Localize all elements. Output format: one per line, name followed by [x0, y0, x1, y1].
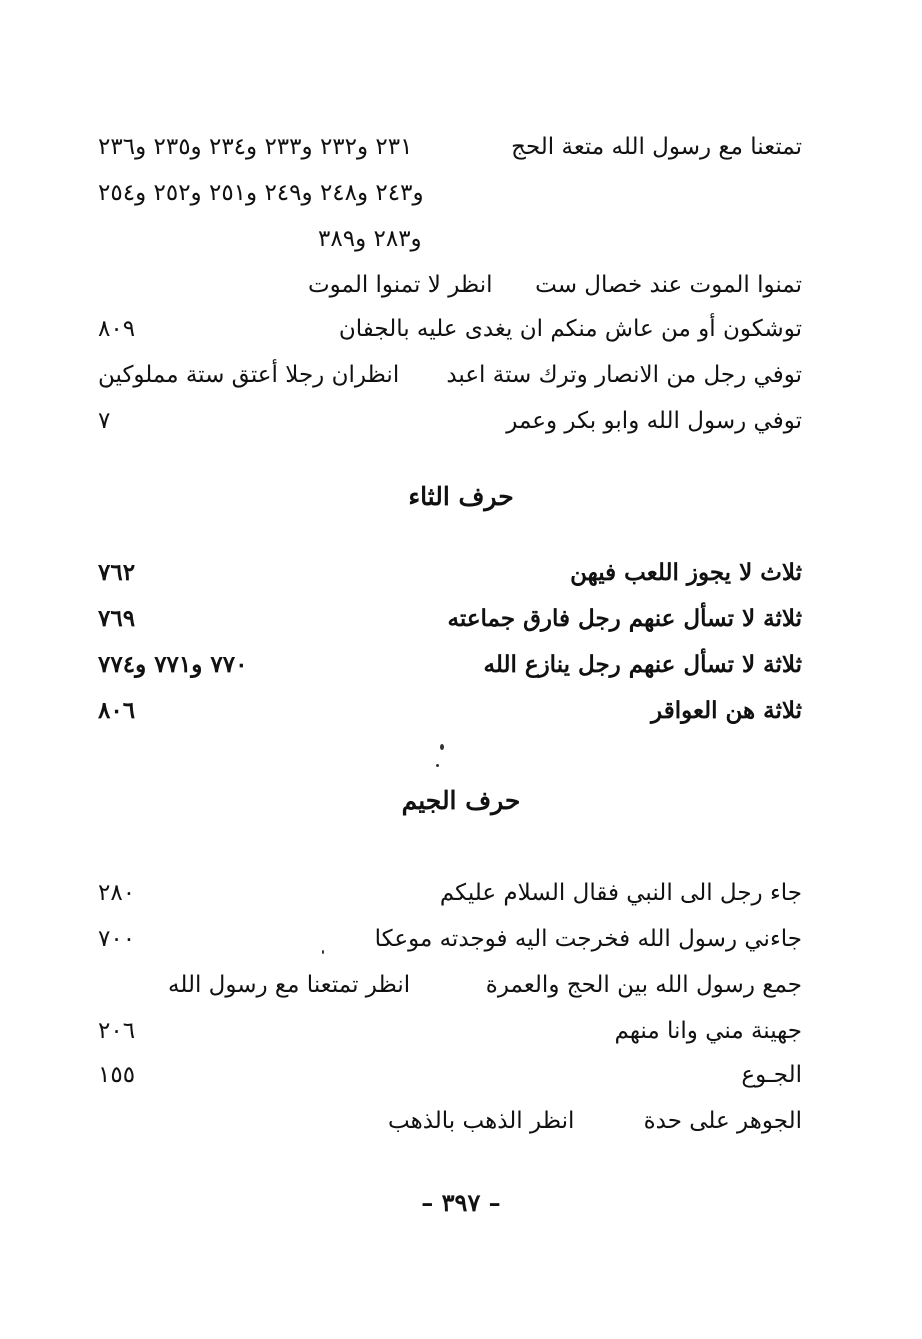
entry-ref: ٧٧٠ و٧٧١ و٧٧٤ — [98, 651, 248, 678]
entry-ref: ٧٦٩ — [98, 605, 136, 632]
entry-ref: و٢٤٣ و٢٤٨ و٢٤٩ و٢٥١ و٢٥٢ و٢٥٤ — [98, 180, 424, 206]
entry-ref: انظر لا تمنوا الموت — [308, 272, 493, 298]
entry-text: جمع رسول الله بين الحج والعمرة — [485, 972, 802, 998]
index-entry — [98, 128, 802, 166]
entry-ref: انظر تمتعنا مع رسول الله — [168, 972, 411, 998]
index-entry — [98, 554, 802, 592]
index-entry — [98, 266, 802, 304]
entry-text: ثلاثة لا تسأل عنهم رجل فارق جماعته — [447, 605, 802, 632]
index-entry — [98, 966, 802, 1004]
index-entry — [98, 356, 802, 394]
entry-ref: ٢٣١ و٢٣٢ و٢٣٣ و٢٣٤ و٢٣٥ و٢٣٦ — [98, 134, 413, 160]
entry-ref: ٢٨٠ — [98, 880, 136, 906]
index-entry — [98, 874, 802, 912]
index-entry — [98, 402, 802, 440]
entry-text: توفي رسول الله وابو بكر وعمر — [506, 408, 802, 434]
index-entry — [98, 692, 802, 730]
entry-ref: ٨٠٦ — [98, 697, 136, 724]
entry-ref: انظر الذهب بالذهب — [388, 1108, 575, 1134]
index-entry — [98, 1056, 802, 1094]
index-entry — [98, 1012, 802, 1050]
index-entry — [98, 1102, 802, 1140]
entry-text: الجـوع — [741, 1062, 802, 1088]
entry-ref: ٧٠٠ — [98, 926, 136, 952]
entry-text: تمنوا الموت عند خصال ست — [535, 272, 802, 298]
entry-text: ثلاث لا يجوز اللعب فيهن — [570, 559, 802, 586]
entry-text: جاء رجل الى النبي فقال السلام عليكم — [439, 880, 802, 906]
entry-text: الجوهر على حدة — [643, 1108, 802, 1134]
entry-ref: ٨٠٩ — [98, 316, 136, 342]
entry-text: ثلاثة هن العواقر — [651, 697, 802, 724]
entry-ref: ١٥٥ — [98, 1062, 136, 1088]
index-entry — [98, 310, 802, 348]
entry-ref: انظران رجلا أعتق ستة مملوكين — [98, 362, 400, 388]
index-entry — [98, 920, 802, 958]
entry-ref: ٢٠٦ — [98, 1018, 136, 1044]
entry-text: ثلاثة لا تسأل عنهم رجل ينازع الله — [483, 651, 802, 678]
section-heading: حرف الجيم — [401, 786, 521, 815]
index-entry — [98, 646, 802, 684]
entry-text: توفي رجل من الانصار وترك ستة اعبد — [446, 362, 802, 388]
page-number: – ٣٩٧ – — [421, 1188, 501, 1217]
entry-ref: ٧ — [98, 408, 111, 434]
entry-ref: و٢٨٣ و٣٨٩ — [318, 226, 422, 252]
entry-text: تمتعنا مع رسول الله متعة الحج — [511, 134, 802, 160]
entry-text: توشكون أو من عاش منكم ان يغدى عليه بالجفان — [338, 316, 802, 342]
entry-text: جهينة مني وانا منهم — [614, 1018, 802, 1044]
index-entry — [98, 600, 802, 638]
ink-speck — [436, 764, 439, 767]
entry-text: جاءني رسول الله فخرجت اليه فوجدته موعكا — [374, 926, 802, 952]
section-heading: حرف الثاء — [408, 482, 514, 511]
entry-ref: ٧٦٢ — [98, 559, 136, 586]
index-entry-continuation — [98, 220, 802, 258]
index-entry-continuation — [98, 174, 802, 212]
ink-speck — [440, 744, 444, 750]
